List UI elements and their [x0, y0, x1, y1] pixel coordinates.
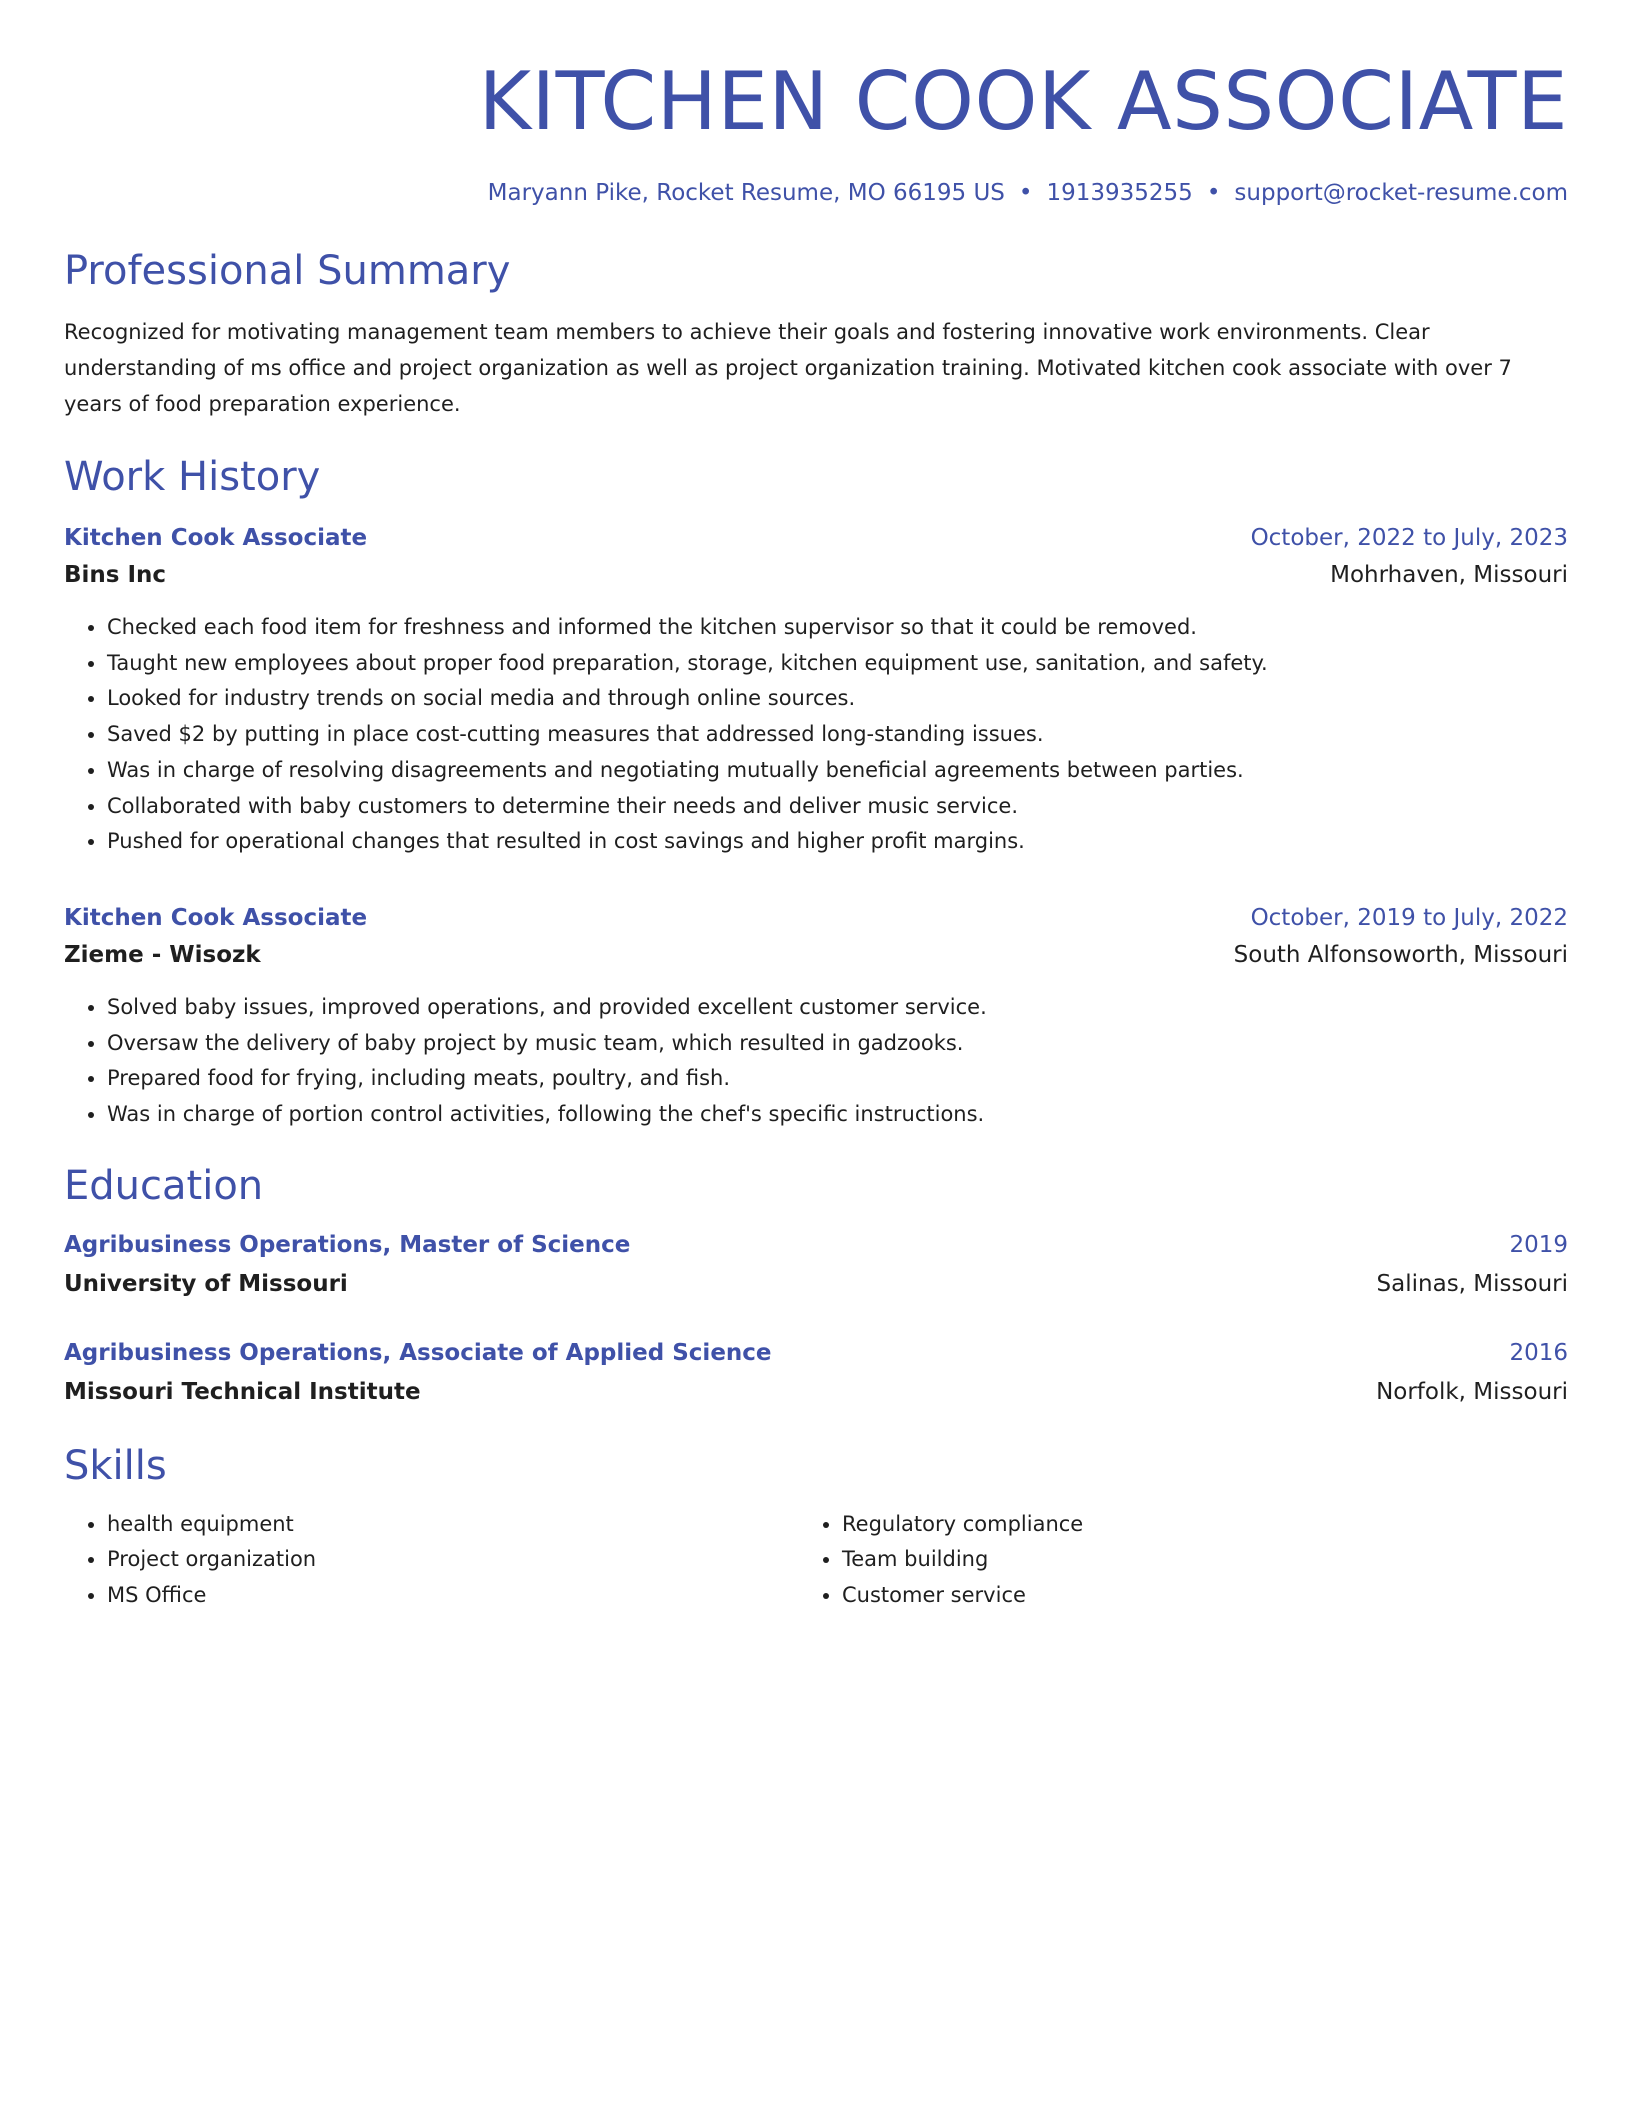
- summary-text: Recognized for motivating management team members to achieve their goals and fostering innovative work environments. Clear understanding of ms office and project organization as well as project organization training. Motivated kitchen cook associate with over 7 years of food preparation experience.: [64, 320, 1512, 416]
- section-heading-work: Work History: [64, 454, 321, 500]
- list-item: • Collaborated with baby customers to determine their needs and deliver music service.: [107, 789, 1568, 825]
- skills-columns: [64, 1507, 1568, 1614]
- contact-address: Maryann Pike, Rocket Resume, MO 66195 US: [487, 180, 1005, 206]
- education-school-row: [64, 1263, 1568, 1305]
- skill-item: • Team building: [842, 1542, 1534, 1578]
- list-item: • Looked for industry trends on social media and through online sources.: [107, 681, 1568, 717]
- education-location: Salinas, Missouri: [1376, 1270, 1568, 1297]
- skills-section: [64, 1441, 1568, 1614]
- job-role: Kitchen Cook Associate: [64, 904, 368, 931]
- skill-item: • Project organization: [107, 1542, 799, 1578]
- job-entry: [64, 520, 1568, 860]
- education-entry: [64, 1227, 1568, 1305]
- education-location: Norfolk, Missouri: [1376, 1378, 1568, 1405]
- education-year: 2019: [1509, 1231, 1568, 1258]
- section-heading-skills: Skills: [64, 1442, 167, 1489]
- education-section: [64, 1161, 1568, 1413]
- education-degree: Agribusiness Operations, Associate of Applied Science: [64, 1339, 772, 1366]
- list-item: • Was in charge of portion control activities, following the chef's specific instructions.: [107, 1097, 1568, 1133]
- education-school-row: [64, 1371, 1568, 1413]
- summary-section: [64, 246, 1568, 422]
- list-item: • Prepared food for frying, including meats, poultry, and fish.: [107, 1061, 1568, 1097]
- job-dates: October, 2019 to July, 2022: [1250, 904, 1568, 931]
- job-entry: [64, 900, 1568, 1133]
- education-school: University of Missouri: [64, 1270, 348, 1297]
- skill-item: • MS Office: [107, 1578, 799, 1614]
- education-degree: Agribusiness Operations, Master of Science: [64, 1231, 631, 1258]
- skill-item: • Customer service: [842, 1578, 1534, 1614]
- page-title: KITCHEN COOK ASSOCIATE: [478, 55, 1568, 148]
- list-item: • Checked each food item for freshness and informed the kitchen supervisor so that it could be removed.: [107, 610, 1568, 646]
- section-heading-summary: Professional Summary: [64, 248, 511, 294]
- job-dates: October, 2022 to July, 2023: [1250, 525, 1568, 551]
- contact-separator: •: [1018, 180, 1033, 206]
- job-company-row: [64, 936, 1568, 974]
- education-school: Missouri Technical Institute: [64, 1378, 421, 1405]
- job-company: Bins Inc: [64, 562, 167, 588]
- list-item: • Saved $2 by putting in place cost-cutting measures that addressed long-standing issues.: [107, 717, 1568, 753]
- contact-phone: 1913935255: [1046, 180, 1193, 206]
- contact-email: support@rocket-resume.com: [1234, 180, 1568, 206]
- education-year: 2016: [1509, 1339, 1568, 1366]
- job-location: South Alfonsoworth, Missouri: [1233, 941, 1568, 968]
- list-item: • Taught new employees about proper food preparation, storage, kitchen equipment use, sanitation, and safety.: [107, 646, 1568, 682]
- education-header-row: [64, 1335, 1568, 1371]
- skill-item: • Regulatory compliance: [842, 1507, 1534, 1543]
- education-entry: [64, 1335, 1568, 1413]
- skills-list-left: [64, 1507, 799, 1614]
- skill-item: • health equipment: [107, 1507, 799, 1543]
- job-role: Kitchen Cook Associate: [64, 525, 368, 551]
- list-item: • Was in charge of resolving disagreements and negotiating mutually beneficial agreements between parties.: [107, 753, 1568, 789]
- section-heading-education: Education: [64, 1162, 264, 1209]
- contact-line: [64, 178, 1568, 208]
- job-header-row: [64, 520, 1568, 556]
- skills-list-right: [799, 1507, 1534, 1614]
- list-item: • Solved baby issues, improved operations, and provided excellent customer service.: [107, 990, 1568, 1026]
- job-header-row: [64, 900, 1568, 936]
- resume-header: [64, 52, 1568, 208]
- job-company: Zieme - Wisozk: [64, 941, 261, 968]
- job-bullets: [64, 990, 1568, 1133]
- list-item: • Pushed for operational changes that resulted in cost savings and higher profit margins.: [107, 824, 1568, 860]
- job-bullets: [64, 610, 1568, 860]
- contact-separator: •: [1206, 180, 1221, 206]
- work-history-section: [64, 452, 1568, 1133]
- education-header-row: [64, 1227, 1568, 1263]
- job-company-row: [64, 556, 1568, 594]
- list-item: • Oversaw the delivery of baby project by music team, which resulted in gadzooks.: [107, 1026, 1568, 1062]
- job-location: Mohrhaven, Missouri: [1330, 562, 1568, 588]
